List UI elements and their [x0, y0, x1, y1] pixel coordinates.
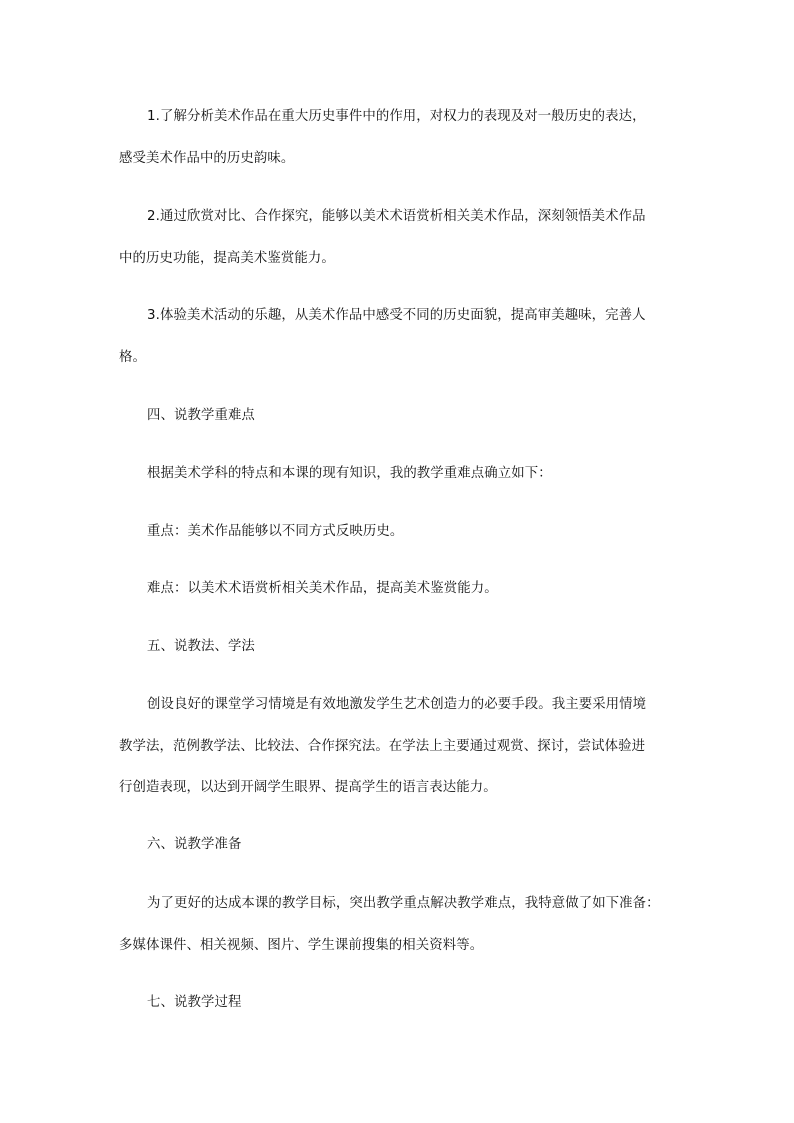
goal-2-line-2: 中的历史功能，提高美术鉴赏能力。	[119, 251, 335, 266]
section-heading-methods: 五、说教法、学法	[147, 639, 255, 654]
preparation-line-2: 多媒体课件、相关视频、图片、学生课前搜集的相关资料等。	[119, 938, 484, 953]
key-points-intro: 根据美术学科的特点和本课的现有知识，我的教学重难点确立如下：	[147, 466, 552, 481]
goal-2-line-1: 2.通过欣赏对比、合作探究，能够以美术术语赏析相关美术作品，深刻领悟美术作品	[147, 209, 646, 224]
section-heading-key-points: 四、说教学重难点	[147, 408, 255, 423]
methods-line-2: 教学法，范例教学法、比较法、合作探究法。在学法上主要通过观赏、探讨，尝试体验进	[119, 739, 646, 754]
goal-3-line-2: 格。	[119, 350, 146, 365]
difficult-point: 难点：以美术术语赏析相关美术作品，提高美术鉴赏能力。	[147, 581, 498, 596]
preparation-line-1: 为了更好的达成本课的教学目标，突出教学重点解决教学难点，我特意做了如下准备：	[147, 896, 660, 911]
methods-line-1: 创设良好的课堂学习情境是有效地激发学生艺术创造力的必要手段。我主要采用情境	[147, 697, 647, 712]
methods-line-3: 行创造表现，以达到开阔学生眼界、提高学生的语言表达能力。	[119, 780, 497, 795]
section-heading-process: 七、说教学过程	[147, 995, 242, 1010]
section-heading-preparation: 六、说教学准备	[147, 837, 242, 852]
goal-3-line-1: 3.体验美术活动的乐趣，从美术作品中感受不同的历史面貌，提高审美趣味，完善人	[147, 308, 646, 323]
goal-1-line-2: 感受美术作品中的历史韵味。	[119, 151, 295, 166]
goal-1-line-1: 1.了解分析美术作品在重大历史事件中的作用，对权力的表现及对一般历史的表达，	[147, 109, 646, 124]
key-point: 重点：美术作品能够以不同方式反映历史。	[147, 524, 404, 539]
